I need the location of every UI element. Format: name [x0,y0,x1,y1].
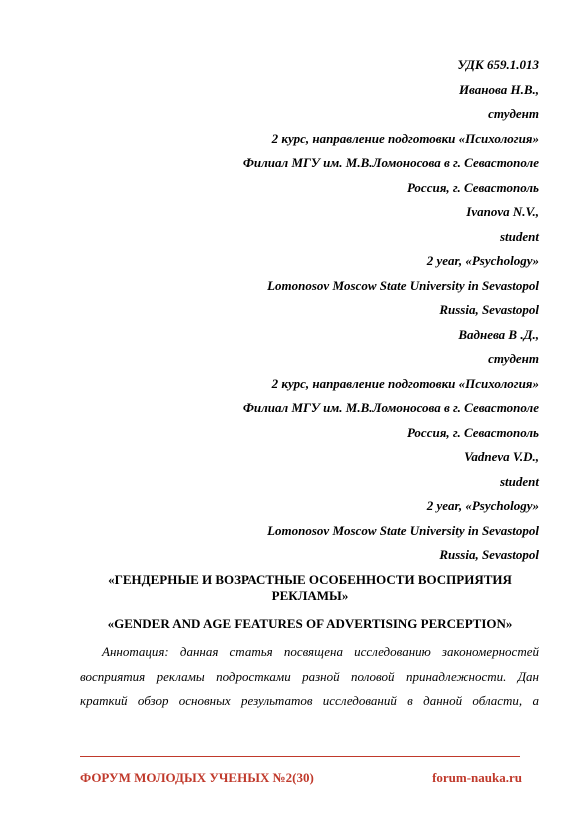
article-title-en: «GENDER AND AGE FEATURES OF ADVERTISING PERCEPTION» [107,616,513,631]
abstract-line: Аннотация: данная статья посвящена исследованию закономерностей [102,644,539,659]
footer-website[interactable]: forum-nauka.ru [432,770,522,785]
author-role: student [499,473,539,489]
author-name: Ivanova N.V., [466,204,539,219]
abstract-line: восприятия рекламы подростками разной половой принадлежности. Дан [80,668,539,684]
author-location: Россия, г. Севастополь [406,179,539,195]
udc-code: УДК 659.1.013 [457,57,539,72]
author-program: 2 курс, направление подготовки «Психология» [271,130,539,146]
article-title-ru [80,572,540,604]
author-role: студент [488,351,539,366]
author-affiliation: Lomonosov Moscow State University in Sevastopol [267,522,539,538]
author-name: Vadneva V.D., [464,449,539,464]
author-name: Иванова Н.В., [458,81,539,97]
footer-journal-name: ФОРУМ МОЛОДЫХ УЧЕНЫХ №2(30) [80,770,314,785]
author-role: student [499,228,539,244]
author-location: Россия, г. Севастополь [406,424,539,440]
abstract-paragraph [80,640,539,714]
abstract-line: краткий обзор основных результатов исследований в данной области, а [80,693,539,708]
author-affiliation: Филиал МГУ им. М.В.Ломоносова в г. Севастополе [242,400,539,415]
author-program: 2 курс, направление подготовки «Психология» [271,375,539,391]
author-program: 2 year, «Psychology» [426,253,539,268]
author-location: Russia, Sevastopol [439,302,539,317]
author-role: студент [488,106,539,121]
author-name: Ваднева В .Д., [458,326,539,342]
author-program: 2 year, «Psychology» [426,498,539,513]
author-block [79,53,539,568]
footer-divider [80,756,520,757]
title-ru-line: РЕКЛАМЫ» [271,588,349,603]
author-affiliation: Филиал МГУ им. М.В.Ломоносова в г. Севастополе [242,155,539,170]
title-ru-line: «ГЕНДЕРНЫЕ И ВОЗРАСТНЫЕ ОСОБЕННОСТИ ВОСПРИЯТИЯ [108,572,512,587]
author-affiliation: Lomonosov Moscow State University in Sevastopol [267,277,539,293]
author-location: Russia, Sevastopol [439,547,539,562]
